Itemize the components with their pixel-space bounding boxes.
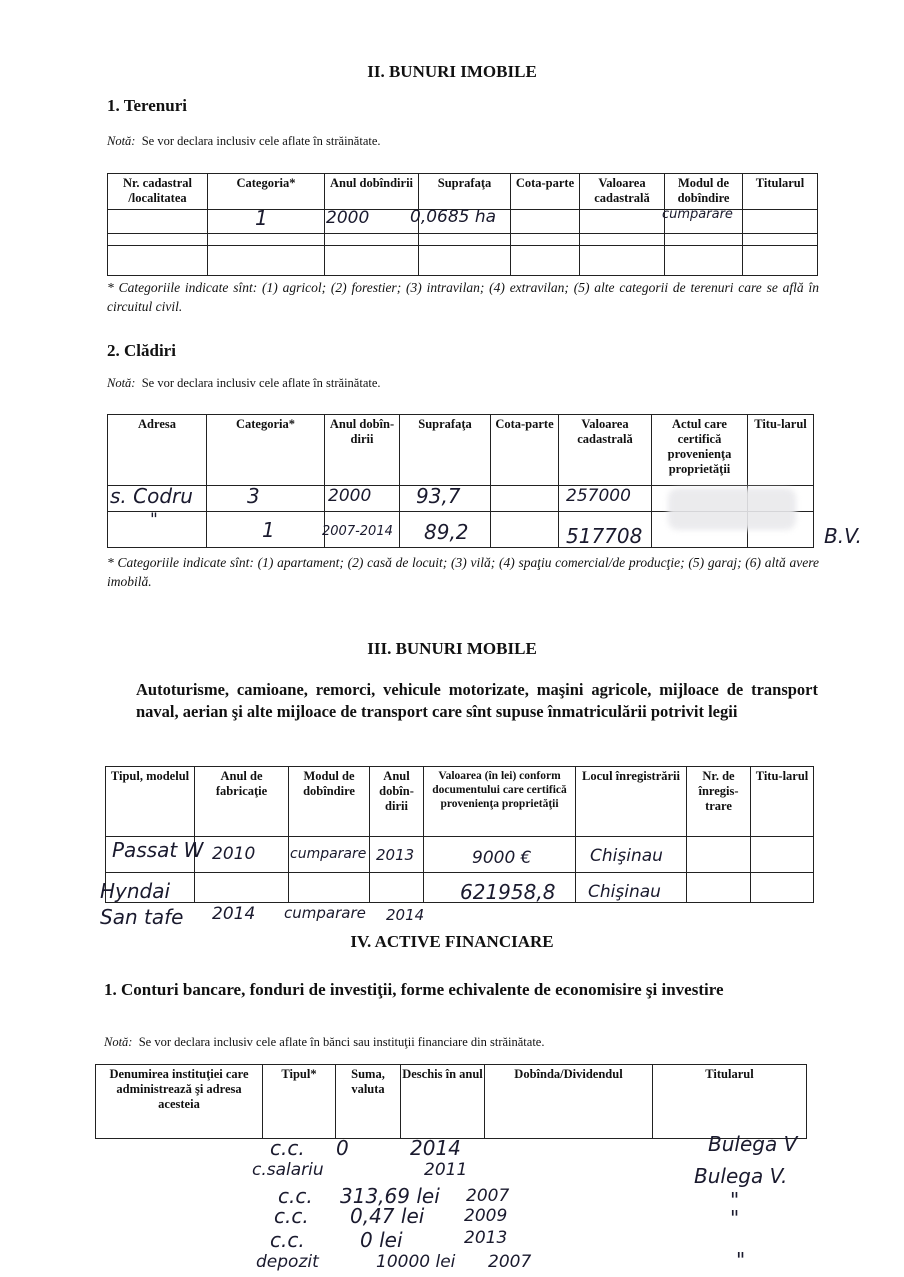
col-header: Valoarea cadastrală — [580, 174, 665, 210]
handwritten-value: 0 lei — [360, 1228, 403, 1252]
col-header: Anul dobîn-dirii — [370, 767, 424, 837]
handwritten-value: 2007 — [466, 1186, 510, 1206]
handwritten-value: c.c. — [270, 1228, 305, 1252]
terenuri-title: 1. Terenuri — [107, 96, 187, 115]
handwritten-value: Chişinau — [590, 846, 663, 866]
handwritten-value: 2014 — [410, 1136, 461, 1160]
handwritten-value: s. Codru — [110, 484, 193, 508]
col-header: Titularul — [743, 174, 818, 210]
handwritten-value: 0,47 lei — [350, 1204, 425, 1228]
handwritten-value: " — [150, 510, 158, 530]
col-header: Cota-parte — [491, 415, 559, 486]
col-header: Suprafaţa — [400, 415, 491, 486]
handwritten-value: 10000 lei — [376, 1252, 456, 1272]
handwritten-value: 0 — [336, 1136, 349, 1160]
terenuri-footnote: * Categoriile indicate sînt: (1) agricol; (2) forestier; (3) intravilan; (4) extravilan; (5) alte categorii de terenuri care se află în circuitul civil. — [107, 280, 819, 314]
col-header: Dobînda/Dividendul — [485, 1065, 653, 1139]
col-header: Nr. cadastral /localitatea — [108, 174, 208, 210]
table-row — [108, 246, 818, 276]
col-header: Anul dobîndirii — [325, 174, 419, 210]
handwritten-value: c.c. — [278, 1184, 313, 1208]
conturi-nota: Notă: Se vor declara inclusiv cele aflate în bănci sau instituţii financiare din străinătate. — [104, 1035, 545, 1049]
col-header: Actul care certifică provenienţa proprietăţii — [652, 415, 748, 486]
col-header: Locul înregistrării — [576, 767, 687, 837]
handwritten-value: 2010 — [212, 844, 256, 864]
col-header: Anul dobîn-dirii — [325, 415, 400, 486]
col-header: Categoria* — [208, 174, 325, 210]
handwritten-value: depozit — [256, 1252, 319, 1272]
handwritten-value: 93,7 — [416, 484, 461, 508]
col-header: Suma, valuta — [336, 1065, 401, 1139]
section-title-bunuri-mobile: III. BUNURI MOBILE — [367, 639, 537, 658]
handwritten-value: 2014 — [386, 906, 425, 924]
handwritten-value: Hyndai San tafe — [100, 879, 184, 929]
col-header: Modul de dobîndire — [289, 767, 370, 837]
vehicule-paragraph: Autoturisme, camioane, remorci, vehicule motorizate, maşini agricole, mijloace de transport naval, aerian şi alte mijloace de transport care sînt supuse înmatriculării potrivit legii — [136, 680, 818, 721]
handwritten-value: 257000 — [566, 486, 631, 506]
handwritten-value: 2011 — [424, 1160, 468, 1180]
col-header: Valoarea cadastrală — [559, 415, 652, 486]
col-header: Tipul, modelul — [106, 767, 195, 837]
col-header: Denumirea instituţiei care administrează şi adresa acesteia — [96, 1065, 263, 1139]
handwritten-value: 2007 — [488, 1252, 532, 1272]
handwritten-value: B.V. — [824, 524, 862, 548]
cladiri-title: 2. Clădiri — [107, 341, 176, 360]
handwritten-value: Bulega V. — [694, 1164, 788, 1188]
handwritten-value: 1 — [255, 206, 268, 230]
handwritten-value: " — [730, 1206, 740, 1230]
col-header: Suprafaţa — [419, 174, 511, 210]
handwritten-value: 2014 — [212, 904, 256, 924]
handwritten-value: c.c. — [270, 1136, 305, 1160]
cladiri-nota: Notă: Se vor declara inclusiv cele aflate în străinătate. — [107, 376, 381, 390]
handwritten-value: cumparare — [290, 846, 367, 862]
handwritten-value: 2000 — [326, 208, 370, 228]
handwritten-value: 0,0685 ha — [410, 207, 497, 227]
terenuri-nota: Notă: Se vor declara inclusiv cele aflate în străinătate. — [107, 134, 381, 148]
section-title-active-financiare: IV. ACTIVE FINANCIARE — [350, 932, 554, 951]
col-header: Adresa — [108, 415, 207, 486]
col-header: Titularul — [653, 1065, 807, 1139]
handwritten-value: 313,69 lei — [340, 1184, 440, 1208]
handwritten-value: cumparare — [662, 207, 733, 222]
handwritten-value: 89,2 — [424, 520, 469, 544]
handwritten-value: 2000 — [328, 486, 372, 506]
handwritten-value: 621958,8 — [460, 880, 556, 904]
col-header: Categoria* — [207, 415, 325, 486]
conturi-title: 1. Conturi bancare, fonduri de investiţii, forme echivalente de economisire şi investire — [104, 980, 724, 999]
handwritten-value: 2013 — [376, 846, 415, 864]
handwritten-value: Chişinau — [588, 882, 661, 902]
cladiri-footnote: * Categoriile indicate sînt: (1) apartament; (2) casă de locuit; (3) vilă; (4) spaţiu comercial/de producţie; (5) garaj; (6) altă avere imobilă. — [107, 555, 819, 589]
col-header: Deschis în anul — [401, 1065, 485, 1139]
col-header: Titu-larul — [748, 415, 814, 486]
col-header: Valoarea (în lei) conform documentului care certifică provenienţa proprietăţii — [424, 767, 576, 837]
handwritten-value: 9000 € — [472, 848, 532, 868]
handwritten-value: " — [730, 1188, 740, 1212]
col-header: Modul de dobîndire — [665, 174, 743, 210]
handwritten-value: 2013 — [464, 1228, 508, 1248]
handwritten-value: 2007-2014 — [322, 524, 393, 539]
handwritten-value: Bulega V — [708, 1132, 798, 1156]
col-header: Anul de fabricaţie — [195, 767, 289, 837]
conturi-table — [95, 1064, 807, 1139]
handwritten-value: c.c. — [274, 1204, 309, 1228]
col-header: Nr. de înregis-trare — [687, 767, 751, 837]
handwritten-value: Passat W — [112, 838, 204, 862]
handwritten-value: cumparare — [284, 904, 366, 922]
col-header: Tipul* — [263, 1065, 336, 1139]
handwritten-value: 1 — [262, 518, 275, 542]
handwritten-value: 2009 — [464, 1206, 508, 1226]
handwritten-value: c.salariu — [252, 1160, 324, 1180]
section-title-bunuri-imobile: II. BUNURI IMOBILE — [367, 62, 537, 81]
col-header: Cota-parte — [511, 174, 580, 210]
handwritten-value: " — [736, 1248, 746, 1272]
handwritten-value: 3 — [247, 484, 260, 508]
redacted-area — [668, 488, 796, 530]
col-header: Titu-larul — [751, 767, 814, 837]
table-row — [108, 234, 818, 246]
handwritten-value: 517708 — [566, 524, 643, 548]
